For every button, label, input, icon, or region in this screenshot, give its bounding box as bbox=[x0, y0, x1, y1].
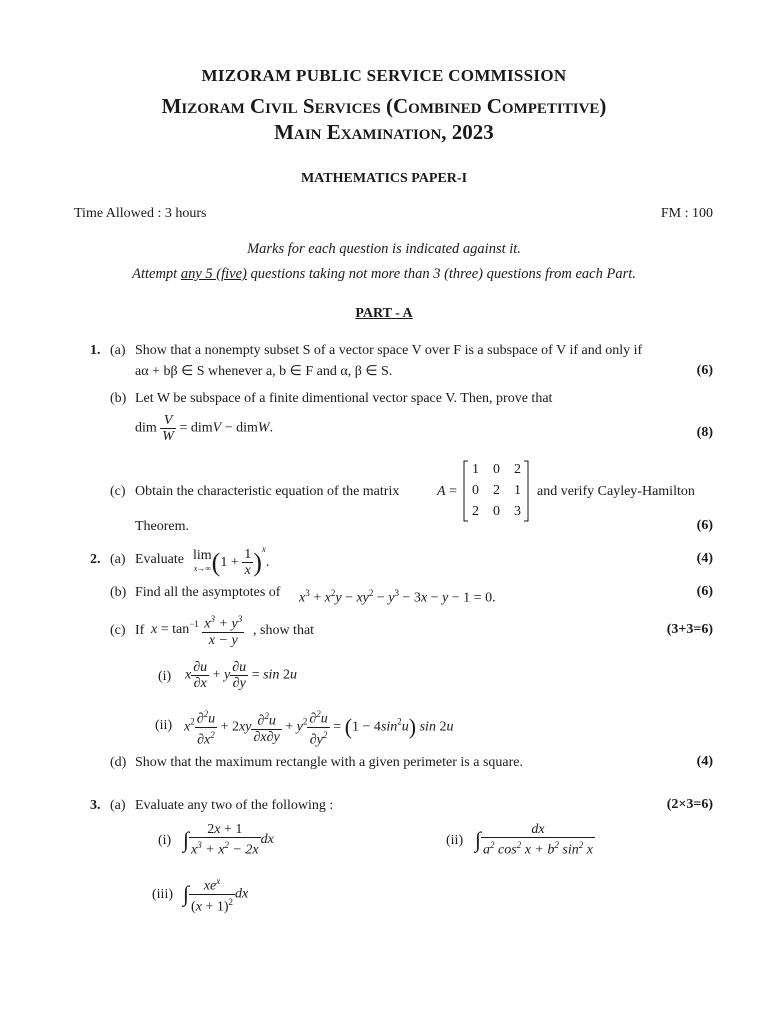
question-text: Let W be subspace of a finite dimentional vector space V. Then, prove that bbox=[135, 391, 553, 406]
equation: x $\frac{\partial u}{\partial x}$ + y $\frac{\partial u}{\partial y}$ = sin 2u bbox=[185, 660, 297, 691]
marks: (6) bbox=[696, 363, 713, 378]
subpart-label: (iii) bbox=[152, 887, 173, 902]
subpart-label: (i) bbox=[158, 669, 172, 684]
marks: (8) bbox=[696, 425, 713, 440]
instruction-attempt bbox=[0, 266, 768, 283]
equation: ∫ $\frac{dx}{a^2 \cos^2 x + b^2 \sin^2 x}$ bbox=[475, 822, 593, 858]
question-text: and verify Cayley-Hamilton bbox=[537, 484, 695, 499]
question-text: Find all the asymptotes of bbox=[135, 585, 281, 600]
instruction-text: Attempt bbox=[132, 266, 181, 282]
subpart-label: (b) bbox=[110, 391, 127, 406]
marks: (6) bbox=[696, 518, 713, 533]
full-marks: FM : 100 bbox=[660, 206, 713, 221]
question-text: Show that a nonempty subset S of a vector space V over F is a subspace of V if and only if bbox=[135, 343, 643, 358]
matrix-cell: 2 bbox=[514, 462, 521, 477]
matrix-cell: 3 bbox=[514, 504, 521, 519]
equation: ∫ $\frac{xe^x}{(x + 1)^2}$ dx bbox=[183, 876, 249, 915]
question-text: Show that the maximum rectangle with a given perimeter is a square. bbox=[135, 755, 523, 770]
matrix-cell: 2 bbox=[472, 504, 479, 519]
subpart-label: (ii) bbox=[446, 833, 464, 848]
instruction-marks: Marks for each question is indicated against it. bbox=[247, 241, 521, 257]
equation: dim $\frac{V}{W}$ = dimV − dimW. bbox=[135, 413, 274, 444]
time-allowed: Time Allowed : 3 hours bbox=[74, 206, 207, 221]
subpart-label: (c) bbox=[110, 623, 126, 638]
marks: (6) bbox=[696, 584, 713, 599]
equation: $x = \tan^{-1}$ $\frac{x^3 + y^3}{x - y}$ bbox=[151, 614, 243, 648]
marks: (3+3=6) bbox=[666, 622, 713, 637]
matrix-cell: 2 bbox=[493, 483, 500, 498]
subpart-label: (c) bbox=[110, 484, 126, 499]
exam-title-line1: Mizoram Civil Services (Combined Competitive) bbox=[161, 94, 607, 118]
matrix-cell: 1 bbox=[514, 483, 521, 498]
marks: (4) bbox=[696, 754, 713, 769]
question-text: aα + bβ ∈ S whenever a, b ∈ F and α, β ∈ S. bbox=[135, 364, 393, 379]
question-number: 3. bbox=[90, 798, 101, 813]
equation: A = bbox=[437, 484, 457, 499]
equation: $x^3 + x^2y - xy^2 - y^3 - 3x - y - 1 = 0$. bbox=[299, 588, 496, 606]
instruction-text: questions taking not more than 3 (three) questions from each Part. bbox=[246, 266, 636, 282]
exam-title-line2: Main Examination, 2023 bbox=[274, 120, 494, 144]
subpart-label: (a) bbox=[110, 343, 126, 358]
marks: (2×3=6) bbox=[666, 797, 713, 812]
equation: lim x→∞(1 + $\frac{1}{x}$ )$^x$. bbox=[193, 544, 270, 579]
subpart-label: (b) bbox=[110, 585, 127, 600]
question-text: Evaluate any two of the following : bbox=[135, 798, 334, 813]
subpart-label: (a) bbox=[110, 798, 126, 813]
matrix-cell: 0 bbox=[493, 462, 500, 477]
equation: ∫ $\frac{2x + 1}{x^3 + x^2 - 2x}$ dx bbox=[183, 822, 274, 858]
instruction-underlined: any 5 (five) bbox=[180, 266, 247, 282]
question-text: Obtain the characteristic equation of the matrix bbox=[135, 484, 400, 499]
commission-title: MIZORAM PUBLIC SERVICE COMMISSION bbox=[201, 66, 567, 85]
question-number: 1. bbox=[90, 343, 101, 358]
question-text: , show that bbox=[253, 623, 315, 638]
question-text: Theorem. bbox=[135, 519, 190, 534]
matrix-cell: 1 bbox=[472, 462, 479, 477]
question-text: If bbox=[135, 623, 145, 638]
question-text: Evaluate bbox=[135, 552, 184, 567]
paper-title: MATHEMATICS PAPER-I bbox=[300, 171, 468, 186]
marks: (4) bbox=[696, 551, 713, 566]
matrix bbox=[462, 460, 530, 522]
matrix-cell: 0 bbox=[493, 504, 500, 519]
part-a-heading: PART - A bbox=[355, 306, 413, 321]
equation: $x^2$ $\frac{\partial^2u}{\partial x^2}$ + 2xy $\frac{\partial^2u}{\partial x\partial y}$ + $y^2$ $\frac{\partial^2u}{\partial y^2}$ = $(1 - 4\sin^2u)$ sin 2u bbox=[184, 709, 454, 748]
matrix-cell: 0 bbox=[472, 483, 479, 498]
subpart-label: (i) bbox=[158, 833, 172, 848]
question-number: 2. bbox=[90, 552, 101, 567]
subpart-label: (a) bbox=[110, 552, 126, 567]
subpart-label: (ii) bbox=[155, 718, 173, 733]
subpart-label: (d) bbox=[110, 755, 127, 770]
